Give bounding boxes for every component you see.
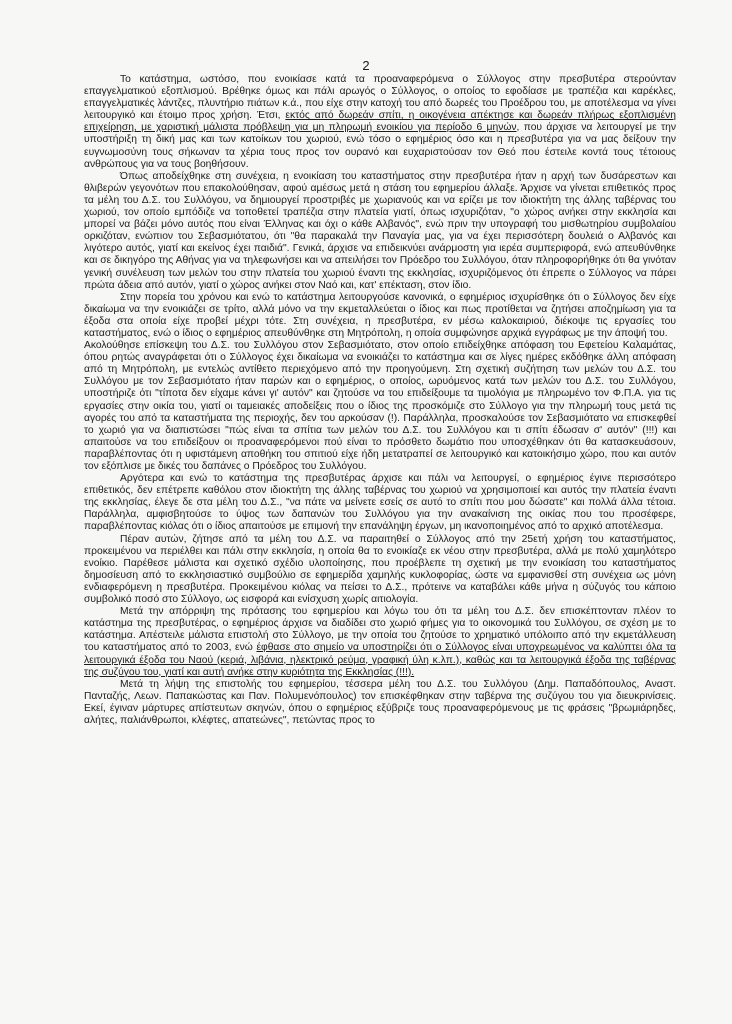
paragraph-1-text: Το κατάστημα, ωστόσο, που ενοικίασε κατά τα προαναφερόμενα ο Σύλλογος στην πρεσβυτέρα στερούνταν επαγγελματικού εξοπλισμού. Βρέθηκε όμως και πάλι αρωγός ο Σύλλογος, ο οποίος το εφοδίασε με τραπέζια και καρέκλες, επαγγελματικές λάντζες, πλυντήριο πιάτων κ.ά., που είχε στην κατοχή του από δωρεές του Προέδρου του, με αποτέλεσμα να γίνει λειτουργικό και έτοιμο προς χρήση. Έτσι, [84, 74, 676, 122]
paragraph-8: Μετά τη λήψη της επιστολής του εφημερίου, τέσσερα μέλη του Δ.Σ. του Συλλόγου (Δημ. Παπαδόπουλος, Αναστ. Πανταζής, Λεων. Παπακώστας και Παν. Πολυμενόπουλος) τον επισκέφθηκαν στην ταβέρνα της συζύγου του για διευκρινίσεις. Εκεί, έγιναν μάρτυρες απίστευτων σκηνών, όπου ο εφημέριος εξύβριζε τους προαναφερόμενους με τις φράσεις "βρωμιάρηδες, αλήτες, παλιάνθρωποι, κλέφτες, απατεώνες", πετώντας προς το [84, 678, 676, 726]
paragraph-3: Στην πορεία του χρόνου και ενώ το κατάστημα λειτουργούσε κανονικά, ο εφημέριος ισχυρίσθηκε ότι ο Σύλλογος δεν είχε δικαίωμα να την ενοικιάζει σε τρίτο, αλλά μόνο να την εκμεταλλεύεται ο ίδιος και πως προτίθεται να ζητήσει αποζημίωση για τα έξοδα στα οποία είχε προβεί μέχρι τότε. Στη συνέχεια, η πρεσβυτέρα, εν μέσω καλοκαιριού, διέκοψε τις εργασίες του καταστήματος, ενώ ο ίδιος ο εφημέριος απευθύνθηκε στη Μητρόπολη, η οποία συμφώνησε αρχικά εγγράφως με την άποψή του. [84, 291, 676, 339]
paragraph-4: Ακολούθησε επίσκεψη του Δ.Σ. του Συλλόγου στον Σεβασμιότατο, στον οποίο επιδείχθηκε απόφαση του Εφετείου Καλαμάτας, όπου ρητώς αναγράφεται ότι ο Σύλλογος έχει δικαίωμα να ενοικιάζει το κατάστημα και σε λίγες ημέρες εκδόθηκε άλλη απόφαση από τη Μητρόπολη, με εντελώς αντίθετο περιεχόμενο από την προηγούμενη. Στη σχετική συζήτηση των μελών του Δ.Σ. του Συλλόγου με τον Σεβασμιότατο ήταν παρών και ο εφημέριος, ο οποίος, ωρυόμενος κατά των μελών του Δ.Σ. του Συλλόγου, υποστήριζε ότι "τίποτα δεν είχαμε κάνει γι' αυτόν" και ζητούσε να του επιδείξουμε τα τιμολόγια με πληρωμένο τον Φ.Π.Α. για τις εργασίες στην οικία του, γιατί οι ταμειακές αποδείξεις που ο ίδιος της προσκόμιζε στο Σύλλογο για την πληρωμή τους μετά τις αγορές του από τα καταστήματα της περιοχής, δεν του αρκούσαν (!). Παράλληλα, προσκαλούσε τον Σεβασμιότατο να επισκεφθεί το χωριό για να διαπιστώσει "πώς είναι τα σπίτια των μελών του Δ.Σ. του Συλλόγου και τι σπίτι έδωσαν σ' αυτόν" (!!!) και απαιτούσε να του επιδείξουν οι προαναφερόμενοι πού είναι το πρόσθετο δωμάτιο που υποσχέθηκαν ότι θα κατασκευάσουν, παραβλέποντας ότι η υφιστάμενη αποθήκη του σπιτιού είχε ήδη μετατραπεί σε λειτουργικό και κατοικήσιμο χώρο, που και αυτόν τον εξόπλισε με δικές του δαπάνες ο Πρόεδρος του Συλλόγου. [84, 340, 676, 472]
paragraph-1-underlined: εκτός από δωρεάν σπίτι, η οικογένεια απέκτησε και δωρεάν πλήρως εξοπλισμένη επιχείρηση, με χαριστική μάλιστα πρόβλεψη για μη πληρωμή ενοικίου για περίοδο 6 μηνών [84, 110, 677, 134]
paragraph-7-text: Μετά την απόρριψη της πρότασης του εφημερίου και λόγω του ότι τα μέλη του Δ.Σ. δεν επισκέπτονταν πλέον το κατάστημα της πρεσβυτέρας, ο εφημέριος άρχισε να διαδίδει στο χωριό φήμες για το οικονομικά του Συλλόγου, σε σχέση με το κατάστημα. Απέστειλε μάλιστα επιστολή στο Σύλλογο, με την οποία του ζητούσε το χρηματικό υπόλοιπο από την εκμετάλλευση του καταστήματος από το 2003, ενώ [84, 606, 676, 654]
paragraph-1 [84, 74, 676, 171]
page-number: 2 [362, 58, 370, 73]
paragraph-7 [84, 606, 676, 679]
document-body [84, 74, 676, 727]
paragraph-2: Όπως αποδείχθηκε στη συνέχεια, η ενοικίαση του καταστήματος στην πρεσβυτέρα ήταν η αρχή των δυσάρεστων και θλιβερών γεγονότων που επακολούθησαν, αφού αμέσως μετά η στάση του εφημερίου άλλαξε. Άρχισε να γίνεται επιθετικός προς τα μέλη του Δ.Σ. του Συλλόγου, να δημιουργεί προστριβές με χωριανούς και να ερίζει με τον ιδιοκτήτη της άλλης ταβέρνας του χωριού, τον οποίο εμπόδιζε να τοποθετεί τραπέζια στην πλατεία γιατί, όπως ισχυριζόταν, "ο χώρος ανήκει στην εκκλησία και μπορεί να βάζει μόνο αυτός που είναι Έλληνας και όχι ο κάθε Αλβανός", ενώ πριν την υπογραφή του μισθωτηρίου συμβολαίου ορκιζόταν, ενώπιον του Σεβασμιότατου, ότι "θα παρακαλά την Παναγία μας, για να έχει περισσότερη δουλειά ο Αλβανός και λιγότερο αυτός, γιατί και εκείνος έχει παιδιά". Γενικά, άρχισε να επιδεικνύει ανάρμοστη για ιερέα συμπεριφορά, ενώ απευθύνθηκε και σε δικηγόρο της Αθήνας για να τηλεφωνήσει και να απειλήσει τον Πρόεδρο του Συλλόγου, όταν πληροφορήθηκε ότι θα γινόταν γενική συνέλευση των μελών του στην πλατεία του χωριού έναντι της εκκλησίας, ισχυριζόμενος ότι έπρεπε ο Σύλλογος να πάρει πρώτα άδεια από αυτόν, γιατί ο χώρος ανήκει στον Ναό και, κατ' επέκταση, στον ίδιο. [84, 170, 676, 291]
paragraph-1-text-end: , που άρχισε να λειτουργεί με την υποστήριξη τη δική μας και των κατοίκων του χωριού, ενώ τόσο ο εφημέριος όσο και η πρεσβυτέρα για να μας δείξουν την ευγνωμοσύνη τους σήκωναν τα χέρια τους προς τον ουρανό και ευχαριστούσαν τον Θεό που έστειλε κοντά τους τέτοιους ανθρώπους για να τους βοηθήσουν. [84, 122, 676, 170]
paragraph-5: Αργότερα και ενώ το κατάστημα της πρεσβυτέρας άρχισε και πάλι να λειτουργεί, ο εφημέριος έγινε περισσότερο επιθετικός, δεν επέτρεπε καθόλου στον ιδιοκτήτη της άλλης ταβέρνας του χωριού να χρησιμοποιεί και αυτός την πλατεία έναντι της εκκλησίας, έλεγε δε στα μέλη του Δ.Σ., "να πάτε να μείνετε εσείς σε αυτό το σπίτι που μου δώσατε" και πολλά άλλα τέτοια. Παράλληλα, αμφισβητούσε το ύψος των δαπανών του Συλλόγου για την ανακαίνιση της οικίας που του προσέφερε, παραβλέποντας κιόλας ότι ο ίδιος απαιτούσε με επιμονή την επανάληψη έργων, μη ικανοποιημένος από το αρχικό αποτέλεσμα. [84, 473, 676, 533]
paragraph-7-underlined: έφθασε στο σημείο να υποστηρίζει ότι ο Σύλλογος είναι υποχρεωμένος να καλύπτει όλα τα λειτουργικά έξοδα του Ναού (κεριά, λιβάνια, ηλεκτρικό ρεύμα, γραφική ύλη κ.λπ.), καθώς και τα λειτουργικά έξοδα της ταβέρνας της συζύγου του, γιατί και αυτή ανήκε στην κυριότητα της Εκκλησίας (!!!). [84, 642, 676, 678]
paragraph-6: Πέραν αυτών, ζήτησε από τα μέλη του Δ.Σ. να παραιτηθεί ο Σύλλογος από την 25ετή χρήση του καταστήματος, προκειμένου να περιέλθει και πάλι στην εκκλησία, η οποία θα το ενοικίαζε εκ νέου στην πρεσβυτέρα, αλλά με πολύ χαμηλότερο ενοίκιο. Παρέθεσε μάλιστα και σχετικό σχέδιο υλοποίησης, που προέβλεπε τη σχετική με την ενοικίαση του καταστήματος δημοσίευση από το εκκλησιαστικό συμβούλιο σε εφημερίδα χαμηλής κυκλοφορίας, ώστε να εμφανισθεί στη συνέχεια ως μόνη ενδιαφερόμενη η πρεσβυτέρα. Προκειμένου κιόλας να πείσει το Δ.Σ., πρότεινε να καταβάλει κάθε μήνα η σύζυγός του κάποιο συμβολικό ποσό στο Σύλλογο, ως εισφορά και ενίσχυση χωρίς αιτιολογία. [84, 533, 676, 606]
